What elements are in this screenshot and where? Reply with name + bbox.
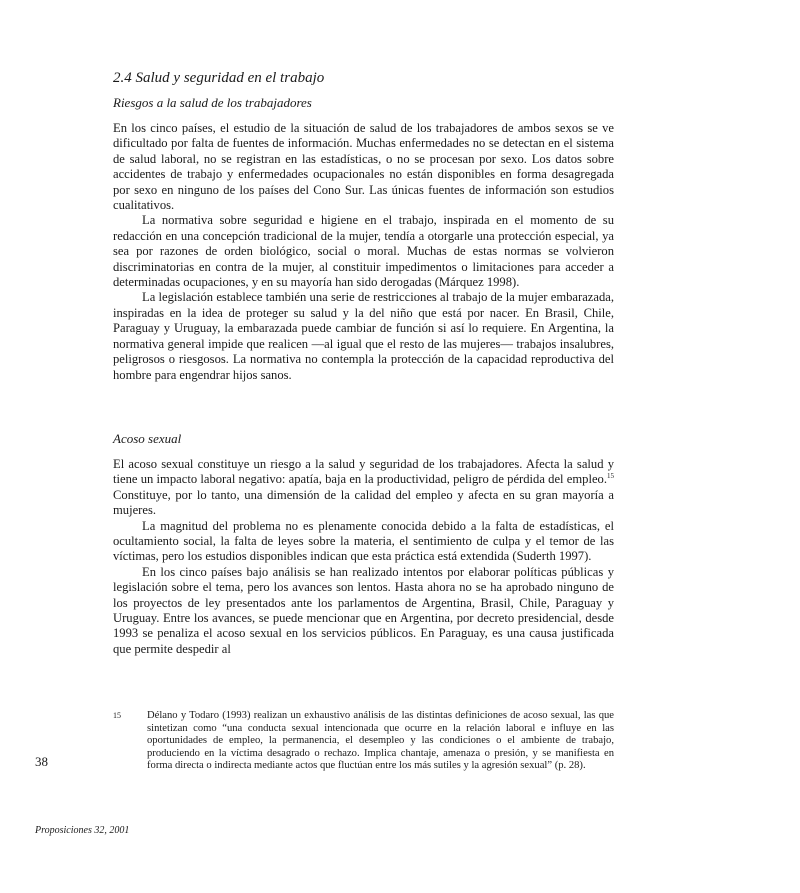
section-title: 2.4 Salud y seguridad en el trabajo xyxy=(113,70,325,86)
subsection-title-acoso: Acoso sexual xyxy=(113,431,182,446)
body-block-acoso xyxy=(113,457,614,657)
paragraph: La legislación establece también una serie de restricciones al trabajo de la mujer embarazada, inspiradas en la idea de proteger su salud y la del niño que está por nacer. En Brasil, Chile, Paraguay y Uruguay, la embarazada puede cambiar de función si así lo requiere. En Argentina, la normativa general impide que realicen —al igual que el resto de las mujeres— trabajos insalubres, peligrosos o riesgosos. La normativa no contempla la protección de la capacidad reproductiva del hombre para engendrar hijos sanos. xyxy=(113,290,614,382)
footnote-text: Délano y Todaro (1993) realizan un exhaustivo análisis de las distintas definiciones de acoso sexual, las que sintetizan como “una conducta sexual intencionada que ocurre en la relación laboral e influye en las oportunidades de empleo, la permanencia, el desempleo y las condiciones o el ambiente de trabajo, produciendo en la víctima desagrado o rechazo. Implica chantaje, amenaza o presión, y se manifiesta en forma directa o indirecta mediante actos que fluctúan entre los más sutiles y la agresión sexual” (p. 28). xyxy=(147,710,614,771)
body-block-riesgos xyxy=(113,121,614,383)
paragraph xyxy=(113,457,614,519)
footnote xyxy=(113,710,614,773)
paragraph: En los cinco países bajo análisis se han realizado intentos por elaborar políticas públicas y legislación sobre el tema, pero los avances son lentos. Hasta ahora no se ha aprobado ninguno de los proyectos de ley presentados ante los parlamentos de Argentina, Brasil, Chile, Paraguay y Uruguay. Entre los avances, se puede mencionar que en Argentina, por decreto presidencial, desde 1993 se penaliza el acoso sexual en los servicios públicos. En Paraguay, es una causa justificada que permite despedir al xyxy=(113,564,614,656)
subsection-title-riesgos: Riesgos a la salud de los trabajadores xyxy=(113,95,312,110)
footnote-reference: 15 xyxy=(607,472,614,481)
paragraph: La normativa sobre seguridad e higiene en el trabajo, inspirada en el momento de su redacción en una concepción tradicional de la mujer, tendía a otorgarle una protección especial, ya sea por razones de orden biológico, social o moral. Muchas de estas normas se volvieron discriminatorias en contra de la mujer, al constituir impedimentos o limitaciones para acceder a determinadas ocupaciones, y en su mayoría han sido derogadas (Márquez 1998). xyxy=(113,213,614,290)
footnote-number: 15 xyxy=(113,711,121,720)
paragraph-text: Constituye, por lo tanto, una dimensión de la calidad del empleo y afecta en su gran mayoría a mujeres. xyxy=(113,487,614,518)
page-number: 38 xyxy=(35,754,48,769)
paragraph: La magnitud del problema no es plenamente conocida debido a la falta de estadísticas, el ocultamiento social, la falta de leyes sobre la materia, el sentimiento de culpa y el temor de las víctimas, pero los estudios disponibles indican que esta práctica está extendida (Suderth 1997). xyxy=(113,518,614,564)
paragraph: En los cinco países, el estudio de la situación de salud de los trabajadores de ambos sexos se ve dificultado por falta de fuentes de información. Muchas enfermedades no se detectan en el sistema de salud laboral, no se registran en las estadísticas, o no se procesan por sexo. Los datos sobre accidentes de trabajo y enfermedades ocupacionales no están disponibles en forma desagregada por sexo en ninguno de los países del Cono Sur. Las únicas fuentes de información son estudios cualitativos. xyxy=(113,121,614,213)
journal-citation: Proposiciones 32, 2001 xyxy=(35,825,130,836)
paragraph-text: El acoso sexual constituye un riesgo a la salud y seguridad de los trabajadores. Afecta la salud y tiene un impacto laboral negativo: apatía, baja en la productividad, peligro de pérdida del empleo. xyxy=(113,457,614,487)
